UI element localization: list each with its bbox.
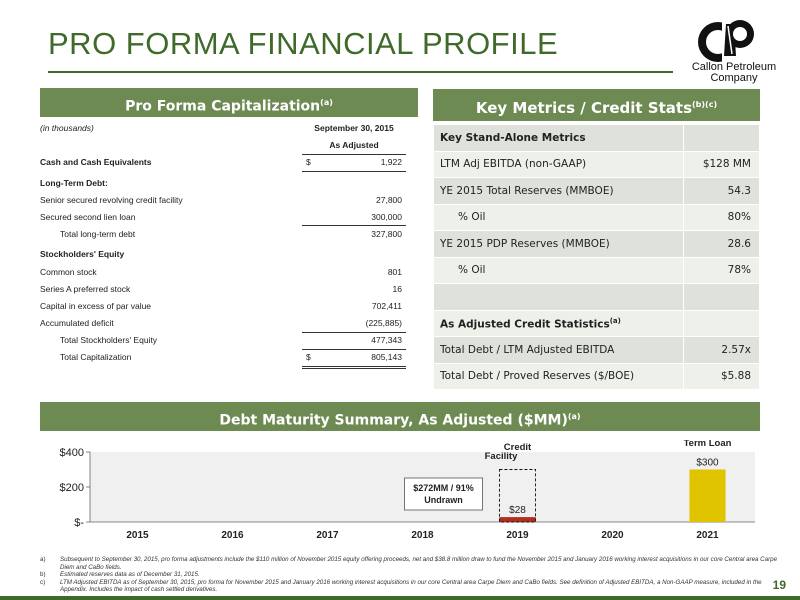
key-metric-row [434,310,760,337]
footnote-key: a) [40,556,46,563]
capitalization-row-label: Total long-term debt [60,229,136,240]
x-tick-label: 2016 [221,530,244,541]
key-metric-label-cell [434,125,684,152]
key-metric-value: 54.3 [684,178,760,205]
x-tick-label: 2020 [601,530,624,541]
footnote-text: Estimated reserves data as of December 31, 2015. [60,571,200,579]
capitalization-row-value: 300,000 [371,211,402,222]
capitalization-row [40,175,418,192]
key-metric-label-cell [434,363,684,390]
capitalization-row [40,246,418,263]
key-metric-label-cell [434,284,684,311]
column-subheader: As Adjusted [329,140,379,151]
capitalization-row [40,154,418,171]
footnote-text: Subsequent to September 30, 2015, pro forma adjustments include the $110 million of November 2015 equity offering proceeds, net and $38.8 million draw to fund the November 2015 and January 2016 working interest acquisitions in our core Central area Carpe Diem and CaBo fields. [60,556,778,571]
capitalization-row-label: Senior secured revolving credit facility [40,194,183,205]
capitalization-row-value: 327,800 [371,229,402,240]
key-metrics-header-text: Key Metrics / Credit Stats [475,99,693,117]
key-metric-row [434,151,760,178]
capitalization-row [40,298,418,315]
capitalization-row-label: Total Stockholders' Equity [60,335,158,346]
row-double-underline [302,368,406,369]
key-metrics-header-sup: (b)(c) [692,100,718,109]
bottom-divider [0,596,800,600]
logo-text [678,62,790,84]
key-metric-label: YE 2015 PDP Reserves (MMBOE) [440,237,610,250]
undrawn-callout-line1: $272MM / 91% [413,483,474,493]
footnotes [40,556,780,594]
logo-text-line2: Company [710,72,758,84]
key-metric-label: YE 2015 Total Reserves (MMBOE) [440,184,614,197]
key-metric-label: LTM Adj EBITDA (non-GAAP) [440,158,587,171]
key-metrics-table [433,124,760,390]
footnote [40,579,780,594]
column-date: September 30, 2015 [314,123,394,133]
debt-maturity-chart [40,440,760,550]
bar-data-label: $300 [696,457,719,469]
footnote [40,571,780,579]
x-tick-label: 2018 [411,530,434,541]
key-metric-value: $5.88 [684,363,760,390]
currency-symbol: $ [306,157,311,168]
footnote-key: c) [40,578,46,586]
logo-text-line1: Callon Petroleum [691,61,777,73]
key-metric-row [434,257,760,284]
key-metric-label: As Adjusted Credit Statistics [440,318,610,330]
key-metric-label-cell [434,204,684,231]
capitalization-row-label: Stockholders' Equity [40,249,125,260]
bar-data-label: $28 [509,505,526,517]
credit-facility-label: Credit [503,442,532,453]
capitalization-row-value: 477,343 [371,335,402,346]
x-tick-label: 2021 [696,530,719,541]
x-tick-label: 2019 [506,530,529,541]
capitalization-row-label: Accumulated deficit [40,318,114,329]
key-metric-label-cell [434,310,684,337]
key-metric-value [684,284,760,311]
capitalization-row-value: 16 [392,283,402,294]
key-metric-label-cell [434,337,684,364]
row-underline [302,349,406,350]
debt-maturity-header-sup: (a) [567,412,581,421]
x-tick-label: 2015 [126,530,149,541]
footnote-key: b) [40,571,46,579]
key-metric-label: % Oil [458,211,486,224]
capitalization-row [40,226,418,243]
capitalization-row-label: Cash and Cash Equivalents [40,157,152,168]
key-metric-label: Total Debt / Proved Reserves ($/BOE) [440,370,635,383]
debt-maturity-header [40,402,760,431]
capitalization-row-label: Series A preferred stock [40,283,131,294]
capitalization-row-value: 27,800 [376,194,402,205]
key-metric-label-sup: (a) [609,316,621,325]
footnote [40,556,780,571]
key-metric-row [434,178,760,205]
key-metric-value: 2.57x [684,337,760,364]
key-metric-label: Total Debt / LTM Adjusted EBITDA [440,343,615,356]
title-divider [48,71,673,73]
key-metric-value: 78% [684,257,760,284]
capitalization-row-label: Capital in excess of par value [40,300,152,311]
key-metric-label-cell [434,151,684,178]
capitalization-row-label: Common stock [40,266,97,277]
capitalization-row [40,332,418,349]
bar-term-loan [689,470,725,523]
bar-credit-facility [499,517,535,522]
capitalization-row-value: 702,411 [371,300,402,311]
capitalization-row-value: 1,922 [380,157,402,168]
footnote-text: LTM Adjusted EBITDA as of September 30, 2015, pro forma for November 2015 and January 2016 working interest acquisitions in our core Central area Carpe Diem and CaBo fields. See definition of Adjusted EBITDA, a Non-GAAP measure, included in the Appendix. Includes the impact of cash settled derivatives. [60,578,762,594]
capitalization-table [40,120,418,367]
key-metric-value: $128 MM [684,151,760,178]
capitalization-row [40,281,418,298]
key-metric-label-cell [434,178,684,205]
key-metric-row [434,231,760,258]
key-metric-value [684,310,760,337]
key-metric-label-cell [434,231,684,258]
capitalization-header-sup: (a) [320,98,333,107]
key-metric-row [434,125,760,152]
key-metric-value: 80% [684,204,760,231]
currency-symbol: $ [306,352,311,363]
capitalization-row [40,349,418,366]
capitalization-header [40,88,418,117]
capitalization-row-label: Secured second lien loan [40,211,136,222]
x-tick-label: 2017 [316,530,339,541]
key-metric-row [434,363,760,390]
capitalization-row-value: (225,885) [365,318,402,329]
key-metric-value [684,125,760,152]
key-metrics-header [433,89,760,121]
y-tick-label: $- [74,517,84,529]
units-label: (in thousands) [40,123,94,133]
key-metric-row [434,337,760,364]
key-metric-row [434,284,760,311]
key-metric-label: % Oil [458,264,486,277]
key-metric-value: 28.6 [684,231,760,258]
capitalization-row-label: Long-Term Debt: [40,177,108,188]
credit-facility-label-line2: Facility [484,451,518,462]
term-loan-label: Term Loan [683,440,732,449]
capitalization-row [40,264,418,281]
key-metric-label: Key Stand-Alone Metrics [440,131,586,144]
capitalization-row-label: Total Capitalization [60,352,132,363]
y-tick-label: $200 [59,482,84,494]
row-underline [302,171,406,172]
undrawn-callout-line2: Undrawn [424,495,463,505]
page-number: 19 [772,578,786,592]
capitalization-header-text: Pro Forma Capitalization [125,98,321,115]
capitalization-row-value: 805,143 [371,352,402,363]
row-double-underline [302,366,406,367]
page-title: PRO FORMA FINANCIAL PROFILE [48,26,559,61]
debt-maturity-header-text: Debt Maturity Summary, As Adjusted ($MM) [219,412,568,429]
y-tick-label: $400 [59,447,84,459]
capitalization-row [40,192,418,209]
key-metric-row [434,204,760,231]
capitalization-row-value: 801 [387,266,402,277]
key-metric-label-cell [434,257,684,284]
capitalization-row [40,209,418,226]
capitalization-row [40,315,418,332]
